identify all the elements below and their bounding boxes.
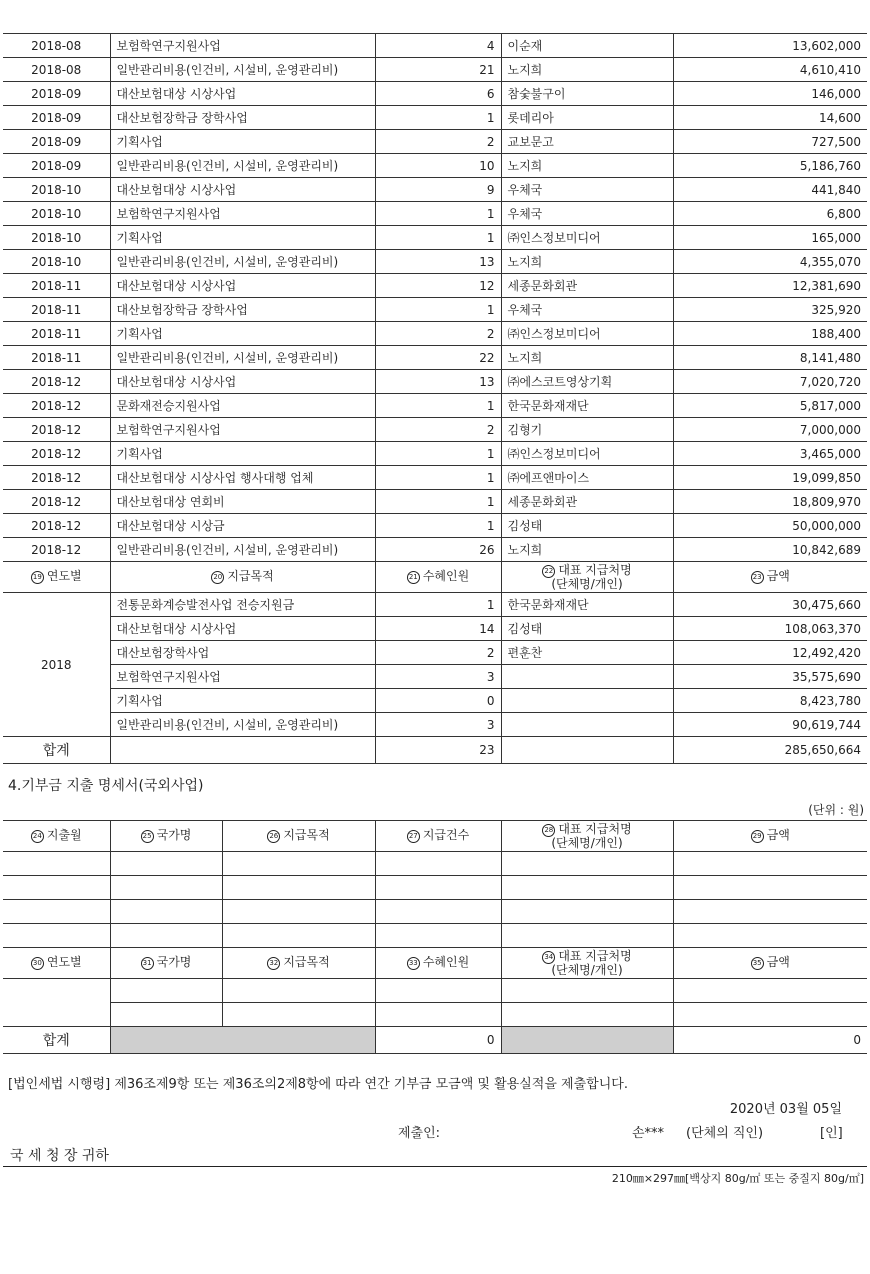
amount-cell: 441,840 (673, 178, 867, 202)
empty-row (3, 876, 867, 900)
amount-cell: 12,492,420 (673, 641, 867, 665)
count-cell: 14 (375, 617, 501, 641)
recipient-cell (501, 713, 673, 737)
header-recipient: 22 대표 지급처명 (단체명/개인) (501, 562, 673, 593)
recipient-cell: 한국문화재재단 (501, 593, 673, 617)
count-cell: 2 (375, 322, 501, 346)
table-row (3, 178, 867, 202)
table-row (3, 226, 867, 250)
amount-cell: 3,465,000 (673, 442, 867, 466)
purpose-cell: 보험학연구지원사업 (110, 418, 375, 442)
month-cell: 2018-09 (3, 130, 110, 154)
amount-cell: 727,500 (673, 130, 867, 154)
purpose-cell: 대산보험대상 시상금 (110, 514, 375, 538)
year-cell: 2018 (3, 593, 110, 737)
table-row (3, 514, 867, 538)
count-cell: 4 (375, 34, 501, 58)
foreign-total-row (3, 1027, 867, 1054)
count-cell: 1 (375, 202, 501, 226)
amount-cell: 13,602,000 (673, 34, 867, 58)
seal-mark: [인] (820, 1126, 843, 1141)
amount-cell: 7,000,000 (673, 418, 867, 442)
table-row (3, 665, 867, 689)
amount-cell: 35,575,690 (673, 665, 867, 689)
empty-row (3, 979, 867, 1003)
circled-number: 34 (542, 951, 555, 964)
purpose-cell: 대산보험대상 시상사업 (110, 82, 375, 106)
domestic-expense-table (3, 33, 867, 562)
recipient-cell: 김형기 (501, 418, 673, 442)
purpose-cell: 기획사업 (110, 226, 375, 250)
unit-note: (단위 : 원) (808, 803, 864, 817)
month-cell: 2018-12 (3, 370, 110, 394)
submitter-label: 제출인: (398, 1126, 441, 1141)
purpose-cell: 전통문화계승발전사업 전승지원금 (110, 593, 375, 617)
header-purpose: 20 지급목적 (110, 562, 375, 593)
empty-row (3, 852, 867, 876)
domestic-summary-table (3, 561, 867, 764)
total-amount: 0 (673, 1027, 867, 1054)
circled-number: 22 (542, 565, 555, 578)
purpose-cell: 기획사업 (110, 689, 375, 713)
recipient-cell: 교보문고 (501, 130, 673, 154)
header-purpose: 32 지급목적 (222, 948, 375, 979)
purpose-cell: 일반관리비용(인건비, 시설비, 운영관리비) (110, 346, 375, 370)
month-cell: 2018-12 (3, 418, 110, 442)
count-cell: 26 (375, 538, 501, 562)
purpose-cell: 대산보험장학금 장학사업 (110, 298, 375, 322)
amount-cell: 4,610,410 (673, 58, 867, 82)
recipient-cell: 이순재 (501, 34, 673, 58)
month-cell: 2018-12 (3, 394, 110, 418)
month-cell: 2018-12 (3, 490, 110, 514)
table-row (3, 466, 867, 490)
amount-cell: 5,186,760 (673, 154, 867, 178)
table-row (3, 490, 867, 514)
header-country: 31 국가명 (110, 948, 222, 979)
header-beneficiaries: 33 수혜인원 (375, 948, 501, 979)
table-row (3, 346, 867, 370)
recipient-cell: 세종문화회관 (501, 274, 673, 298)
header-year: 30 연도별 (3, 948, 110, 979)
amount-cell: 146,000 (673, 82, 867, 106)
purpose-cell: 대산보험대상 시상사업 (110, 178, 375, 202)
month-cell: 2018-09 (3, 154, 110, 178)
recipient-cell: 참숯불구이 (501, 82, 673, 106)
header-amount: 23 금액 (673, 562, 867, 593)
count-cell: 6 (375, 82, 501, 106)
month-cell: 2018-10 (3, 202, 110, 226)
table-row (3, 538, 867, 562)
recipient-cell: 노지희 (501, 58, 673, 82)
circled-number: 29 (751, 830, 764, 843)
purpose-cell: 기획사업 (110, 322, 375, 346)
purpose-cell: 대산보험대상 연회비 (110, 490, 375, 514)
submission-date: 2020년 03월 05일 (729, 1102, 842, 1117)
recipient-cell: 롯데리아 (501, 106, 673, 130)
recipient-cell: 노지희 (501, 154, 673, 178)
empty-row (3, 1003, 867, 1027)
count-cell: 21 (375, 58, 501, 82)
recipient-cell: 편훈찬 (501, 641, 673, 665)
amount-cell: 7,020,720 (673, 370, 867, 394)
purpose-cell: 일반관리비용(인건비, 시설비, 운영관리비) (110, 713, 375, 737)
count-cell: 1 (375, 298, 501, 322)
circled-number: 20 (211, 571, 224, 584)
table-row (3, 641, 867, 665)
circled-number: 28 (542, 824, 555, 837)
amount-cell: 8,423,780 (673, 689, 867, 713)
foreign-header-row (3, 821, 867, 852)
total-count: 0 (375, 1027, 501, 1054)
amount-cell: 50,000,000 (673, 514, 867, 538)
amount-cell: 325,920 (673, 298, 867, 322)
count-cell: 3 (375, 713, 501, 737)
circled-number: 26 (267, 830, 280, 843)
count-cell: 12 (375, 274, 501, 298)
recipient-cell: 노지희 (501, 346, 673, 370)
purpose-cell: 일반관리비용(인건비, 시설비, 운영관리비) (110, 154, 375, 178)
empty-row (3, 900, 867, 924)
empty-row (3, 924, 867, 948)
count-cell: 1 (375, 226, 501, 250)
purpose-cell: 대산보험대상 시상사업 (110, 274, 375, 298)
amount-cell: 188,400 (673, 322, 867, 346)
month-cell: 2018-10 (3, 178, 110, 202)
circled-number: 27 (407, 830, 420, 843)
purpose-cell: 대산보험대상 시상사업 행사대행 업체 (110, 466, 375, 490)
circled-number: 31 (141, 957, 154, 970)
month-cell: 2018-12 (3, 466, 110, 490)
amount-cell: 4,355,070 (673, 250, 867, 274)
month-cell: 2018-11 (3, 298, 110, 322)
table-row (3, 82, 867, 106)
count-cell: 2 (375, 130, 501, 154)
header-country: 25 국가명 (110, 821, 222, 852)
table-row (3, 418, 867, 442)
count-cell: 1 (375, 593, 501, 617)
purpose-cell: 일반관리비용(인건비, 시설비, 운영관리비) (110, 58, 375, 82)
header-count: 27 지급건수 (375, 821, 501, 852)
amount-cell: 165,000 (673, 226, 867, 250)
circled-number: 32 (267, 957, 280, 970)
header-recipient: 28 대표 지급처명 (단체명/개인) (501, 821, 673, 852)
month-cell: 2018-11 (3, 274, 110, 298)
total-label: 합계 (3, 737, 110, 764)
month-cell: 2018-08 (3, 58, 110, 82)
table-row (3, 202, 867, 226)
count-cell: 13 (375, 250, 501, 274)
purpose-cell: 기획사업 (110, 130, 375, 154)
month-cell: 2018-11 (3, 346, 110, 370)
domestic-total-row (3, 737, 867, 764)
purpose-cell: 보험학연구지원사업 (110, 202, 375, 226)
count-cell: 1 (375, 466, 501, 490)
month-cell: 2018-12 (3, 538, 110, 562)
recipient-cell: 노지희 (501, 250, 673, 274)
purpose-cell: 대산보험장학사업 (110, 641, 375, 665)
purpose-cell: 기획사업 (110, 442, 375, 466)
count-cell: 1 (375, 490, 501, 514)
purpose-cell: 보험학연구지원사업 (110, 34, 375, 58)
total-label: 합계 (3, 1027, 110, 1054)
purpose-cell: 일반관리비용(인건비, 시설비, 운영관리비) (110, 250, 375, 274)
header-beneficiaries: 21 수혜인원 (375, 562, 501, 593)
count-cell: 0 (375, 689, 501, 713)
circled-number: 21 (407, 571, 420, 584)
month-cell: 2018-11 (3, 322, 110, 346)
count-cell: 1 (375, 394, 501, 418)
circled-number: 35 (751, 957, 764, 970)
amount-cell: 18,809,970 (673, 490, 867, 514)
header-recipient: 34 대표 지급처명 (단체명/개인) (501, 948, 673, 979)
recipient-cell: ㈜에프앤마이스 (501, 466, 673, 490)
header-purpose: 26 지급목적 (222, 821, 375, 852)
amount-cell: 19,099,850 (673, 466, 867, 490)
table-row (3, 154, 867, 178)
month-cell: 2018-10 (3, 226, 110, 250)
recipient-cell: ㈜에스코트영상기획 (501, 370, 673, 394)
amount-cell: 90,619,744 (673, 713, 867, 737)
submission-statement: [법인세법 시행령] 제36조제9항 또는 제36조의2제8항에 따라 연간 기부금 모금액 및 활용실적을 제출합니다. (8, 1077, 628, 1092)
paper-spec: 210㎜×297㎜[백상지 80g/㎡ 또는 중질지 80g/㎡] (611, 1172, 864, 1185)
month-cell: 2018-09 (3, 82, 110, 106)
recipient-cell (501, 689, 673, 713)
purpose-cell: 문화재전승지원사업 (110, 394, 375, 418)
foreign-expense-table (3, 820, 867, 1054)
amount-cell: 5,817,000 (673, 394, 867, 418)
table-row (3, 106, 867, 130)
amount-cell: 10,842,689 (673, 538, 867, 562)
table-row (3, 689, 867, 713)
header-amount: 29 금액 (673, 821, 867, 852)
count-cell: 1 (375, 106, 501, 130)
recipient-cell: ㈜인스정보미디어 (501, 322, 673, 346)
circled-number: 23 (751, 571, 764, 584)
recipient-cell: 노지희 (501, 538, 673, 562)
total-count: 23 (375, 737, 501, 764)
amount-cell: 8,141,480 (673, 346, 867, 370)
circled-number: 25 (141, 830, 154, 843)
recipient-cell: 우체국 (501, 298, 673, 322)
amount-cell: 14,600 (673, 106, 867, 130)
table-row (3, 394, 867, 418)
count-cell: 9 (375, 178, 501, 202)
circled-number: 30 (31, 957, 44, 970)
table-row (3, 298, 867, 322)
count-cell: 2 (375, 418, 501, 442)
table-row (3, 322, 867, 346)
header-month: 24 지출월 (3, 821, 110, 852)
summary-header-row (3, 562, 867, 593)
recipient-cell: ㈜인스정보미디어 (501, 226, 673, 250)
table-row (3, 250, 867, 274)
purpose-cell: 보험학연구지원사업 (110, 665, 375, 689)
header-amount: 35 금액 (673, 948, 867, 979)
count-cell: 1 (375, 442, 501, 466)
purpose-cell: 대산보험대상 시상사업 (110, 617, 375, 641)
recipient-cell: 세종문화회관 (501, 490, 673, 514)
table-row (3, 34, 867, 58)
recipient-cell: ㈜인스정보미디어 (501, 442, 673, 466)
recipient-cell: 김성태 (501, 617, 673, 641)
month-cell: 2018-08 (3, 34, 110, 58)
recipient-cell: 한국문화재재단 (501, 394, 673, 418)
count-cell: 10 (375, 154, 501, 178)
amount-cell: 12,381,690 (673, 274, 867, 298)
table-row (3, 442, 867, 466)
month-cell: 2018-12 (3, 442, 110, 466)
table-row (3, 130, 867, 154)
table-row (3, 593, 867, 617)
header-year: 19 연도별 (3, 562, 110, 593)
count-cell: 2 (375, 641, 501, 665)
count-cell: 3 (375, 665, 501, 689)
amount-cell: 6,800 (673, 202, 867, 226)
circled-number: 33 (407, 957, 420, 970)
table-row (3, 274, 867, 298)
amount-cell: 108,063,370 (673, 617, 867, 641)
section-4-title: 4.기부금 지출 명세서(국외사업) (8, 778, 204, 794)
foreign-summary-header-row (3, 948, 867, 979)
amount-cell: 30,475,660 (673, 593, 867, 617)
table-row (3, 370, 867, 394)
purpose-cell: 대산보험장학금 장학사업 (110, 106, 375, 130)
recipient-cell: 우체국 (501, 202, 673, 226)
count-cell: 22 (375, 346, 501, 370)
recipient-cell: 우체국 (501, 178, 673, 202)
purpose-cell: 대산보험대상 시상사업 (110, 370, 375, 394)
count-cell: 1 (375, 514, 501, 538)
circled-number: 19 (31, 571, 44, 584)
addressee: 국 세 청 장 귀하 (10, 1148, 109, 1164)
submitter-name: 손*** (632, 1126, 665, 1141)
count-cell: 13 (375, 370, 501, 394)
table-row (3, 713, 867, 737)
recipient-cell (501, 665, 673, 689)
total-amount: 285,650,664 (673, 737, 867, 764)
recipient-cell: 김성태 (501, 514, 673, 538)
table-row (3, 617, 867, 641)
table-row (3, 58, 867, 82)
month-cell: 2018-12 (3, 514, 110, 538)
purpose-cell: 일반관리비용(인건비, 시설비, 운영관리비) (110, 538, 375, 562)
submitter-role: (단체의 직인) (686, 1126, 764, 1141)
circled-number: 24 (31, 830, 44, 843)
footer-divider (3, 1166, 867, 1167)
month-cell: 2018-10 (3, 250, 110, 274)
month-cell: 2018-09 (3, 106, 110, 130)
